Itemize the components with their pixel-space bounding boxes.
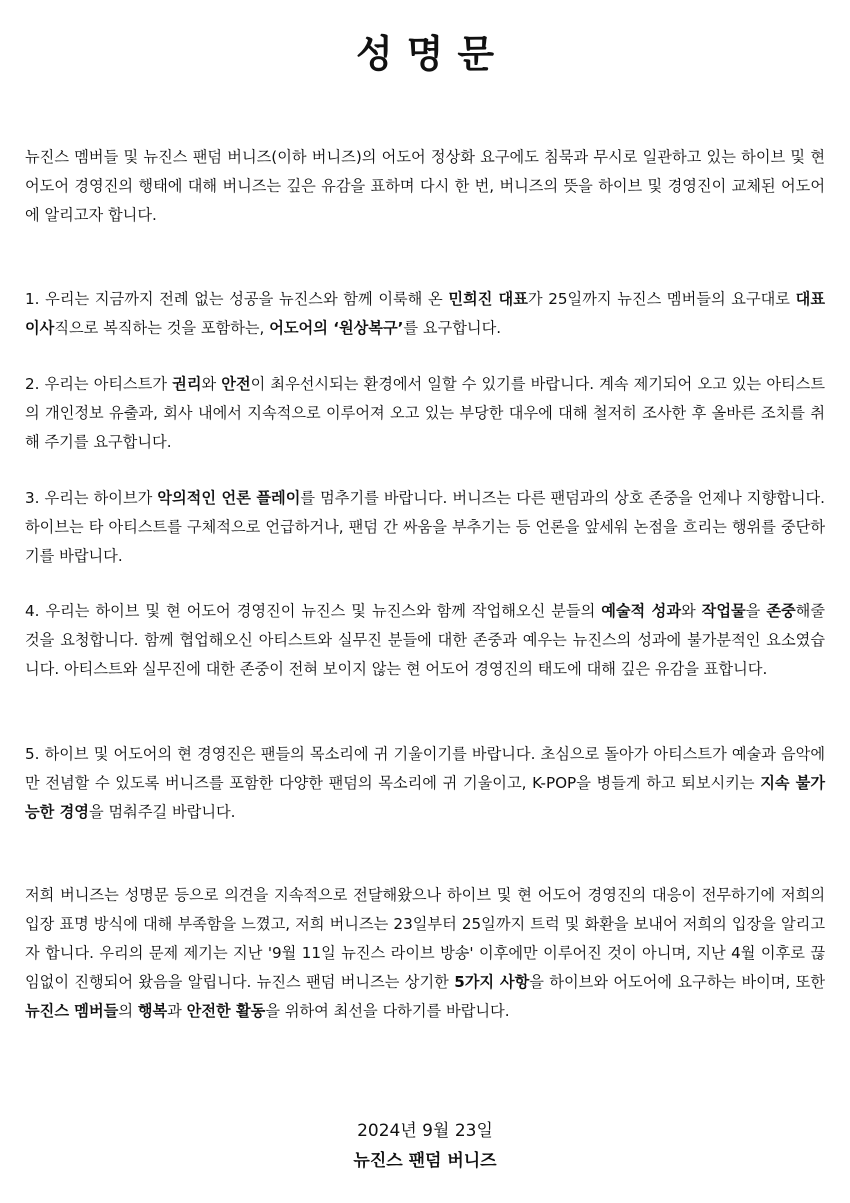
text-run: 의 [118, 1002, 138, 1020]
bold-text-run: 권리 [172, 375, 202, 393]
bold-text-run: 존중 [766, 602, 796, 620]
text-run: 저희 버니즈는 성명문 등으로 의견을 지속적으로 전달해왔으나 하이브 및 현 어도어 경영진의 대응이 전무하기에 저희의 입장 표명 방식에 대해 부족함을 느꼈고, 저희 버니즈는 23일부터 25일까지 트럭 및 화환을 보내어 저희의 입장을 알리고자 합니다. 우리의 문제 제기는 지난 '9월 11일 뉴진스 라이브 방송' 이후에만 이루어진 것이 아니며, 지난 4월 이후로 끊임없이 진행되어 왔음을 알립니다. 뉴진스 팬덤 버니즈는 상기한 [25, 886, 825, 991]
text-run: 을 하이브와 어도어에 요구하는 바이며, 또한 [529, 973, 825, 991]
text-run: 3. 우리는 하이브가 [25, 489, 158, 507]
statement-date: 2024년 9월 23일 [357, 1121, 493, 1141]
statement-signature: 뉴진스 팬덤 버니즈 [353, 1151, 497, 1171]
text-run: 과 [167, 1002, 187, 1020]
text-run: 을 위하여 최선을 다하기를 바랍니다. [265, 1002, 510, 1020]
bold-text-run: 행복 [137, 1002, 168, 1020]
bold-text-run: 안전 [221, 375, 251, 393]
text-run: 를 요구합니다. [403, 319, 502, 337]
bold-text-run: 어도어의 ‘원상복구’ [269, 319, 404, 337]
bold-text-run: 지속 불가능한 경영 [25, 774, 825, 821]
demand-item-1 [25, 285, 825, 343]
text-run: 2. 우리는 아티스트가 [25, 375, 173, 393]
demand-item-5 [25, 740, 825, 827]
closing-paragraph [25, 881, 825, 1026]
text-run: 와 [681, 602, 702, 620]
text-run: 5. 하이브 및 어도어의 현 경영진은 팬들의 목소리에 귀 기울이기를 바랍니다. 초심으로 돌아가 아티스트가 예술과 음악에만 전념할 수 있도록 버니즈를 포함한 다양한 팬덤의 목소리에 귀 기울이고, K-POP을 병들게 하고 퇴보시키는 [25, 745, 825, 792]
text-run: 가 25일까지 뉴진스 멤버들의 요구대로 [527, 290, 796, 308]
bold-text-run: 5가지 사항 [454, 973, 530, 991]
bold-text-run: 안전한 활동 [186, 1002, 266, 1020]
text-run: 를 멈추기를 바랍니다. 버니즈는 다른 팬덤과의 상호 존중을 언제나 지향합니다. 하이브는 타 아티스트를 구체적으로 언급하거나, 팬덤 간 싸움을 부추기는 등 언론을 앞세워 논점을 흐리는 행위를 중단하기를 바랍니다. [25, 489, 825, 565]
demand-item-4 [25, 597, 825, 684]
demand-item-2 [25, 370, 825, 457]
text-run: 4. 우리는 하이브 및 현 어도어 경영진이 뉴진스 및 뉴진스와 함께 작업해오신 분들의 [25, 602, 602, 620]
bold-text-run: 작업물 [701, 602, 746, 620]
text-run: 을 멈춰주길 바랍니다. [88, 803, 236, 821]
intro-paragraph [25, 143, 825, 230]
statement-title: 성명문 [355, 32, 509, 76]
text-run: 1. 우리는 지금까지 전례 없는 성공을 뉴진스와 함께 이룩해 온 [25, 290, 449, 308]
bold-text-run: 예술적 성과 [601, 602, 682, 620]
bold-text-run: 뉴진스 멤버들 [25, 1002, 119, 1020]
text-run: 을 [745, 602, 767, 620]
text-run: 뉴진스 멤버들 및 뉴진스 팬덤 버니즈(이하 버니즈)의 어도어 정상화 요구에도 침묵과 무시로 일관하고 있는 하이브 및 현 어도어 경영진의 행태에 대해 버니즈는 깊은 유감을 표하며 다시 한 번, 버니즈의 뜻을 하이브 및 경영진이 교체된 어도어에 알리고자 합니다. [25, 148, 825, 224]
bold-text-run: 대표이사 [25, 290, 825, 337]
demand-item-3 [25, 484, 825, 571]
bold-text-run: 민희진 대표 [448, 290, 528, 308]
text-run: 이 최우선시되는 환경에서 일할 수 있기를 바랍니다. 계속 제기되어 오고 있는 아티스트의 개인정보 유출과, 회사 내에서 지속적으로 이루어져 오고 있는 부당한 대우에 대해 철저히 조사한 후 올바른 조치를 취해 주기를 요구합니다. [25, 375, 826, 451]
bold-text-run: 악의적인 언론 플레이 [157, 489, 301, 507]
text-run: 직으로 복직하는 것을 포함하는, [54, 319, 270, 337]
statement-footer [0, 1116, 850, 1176]
text-run: 해줄 것을 요청합니다. 함께 협업해오신 아티스트와 실무진 분들에 대한 존중과 예우는 뉴진스의 성과에 불가분적인 요소였습니다. 아티스트와 실무진에 대한 존중이 전혀 보이지 않는 현 어도어 경영진의 태도에 대해 깊은 유감을 표합니다. [25, 602, 825, 678]
text-run: 와 [201, 375, 222, 393]
